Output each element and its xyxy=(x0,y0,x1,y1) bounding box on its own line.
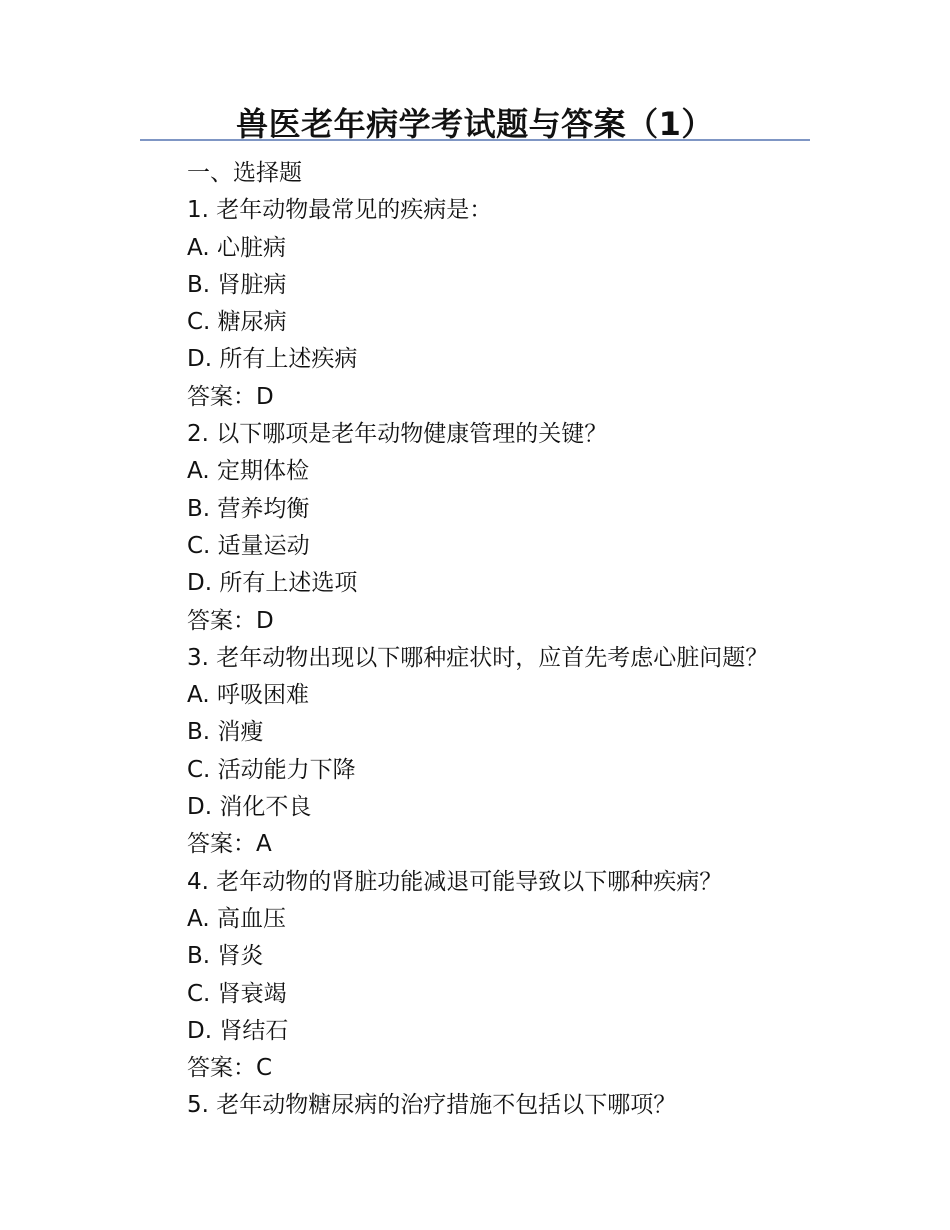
option-d: D. 消化不良 xyxy=(187,794,312,821)
option-b: B. 营养均衡 xyxy=(187,495,310,522)
section-heading: 一、选择题 xyxy=(187,160,302,186)
question-text: 2. 以下哪项是老年动物健康管理的关键？ xyxy=(187,421,608,448)
page-title: 兽医老年病学考试题与答案（1） xyxy=(236,105,714,143)
question-text: 3. 老年动物出现以下哪种症状时，应首先考虑心脏问题？ xyxy=(187,644,769,671)
option-a: A. 定期体检 xyxy=(187,458,309,485)
question-item xyxy=(187,1087,827,1124)
answer-text: 答案：D xyxy=(187,607,274,634)
question-text: 1. 老年动物最常见的疾病是： xyxy=(187,197,493,224)
question-text: 4. 老年动物的肾脏功能减退可能导致以下哪种疾病？ xyxy=(187,868,723,895)
option-a: A. 呼吸困难 xyxy=(187,682,309,709)
option-c: C. 肾衰竭 xyxy=(187,980,287,1007)
question-item xyxy=(187,640,827,864)
option-d: D. 所有上述选项 xyxy=(187,570,358,597)
title-underline xyxy=(140,139,810,141)
option-b: B. 肾炎 xyxy=(187,943,264,970)
document-body xyxy=(187,155,827,1125)
answer-text: 答案：C xyxy=(187,1055,273,1082)
question-item xyxy=(187,416,827,640)
question-item xyxy=(187,864,827,1088)
option-a: A. 高血压 xyxy=(187,905,286,932)
option-c: C. 活动能力下降 xyxy=(187,756,356,783)
option-c: C. 糖尿病 xyxy=(187,309,287,336)
option-d: D. 所有上述疾病 xyxy=(187,346,358,373)
option-d: D. 肾结石 xyxy=(187,1017,289,1044)
question-text: 5. 老年动物糖尿病的治疗措施不包括以下哪项？ xyxy=(187,1092,677,1119)
option-c: C. 适量运动 xyxy=(187,532,310,559)
answer-text: 答案：A xyxy=(187,831,272,858)
option-a: A. 心脏病 xyxy=(187,234,286,261)
question-item xyxy=(187,192,827,416)
option-b: B. 肾脏病 xyxy=(187,271,287,298)
option-b: B. 消瘦 xyxy=(187,719,264,746)
answer-text: 答案：D xyxy=(187,383,274,410)
